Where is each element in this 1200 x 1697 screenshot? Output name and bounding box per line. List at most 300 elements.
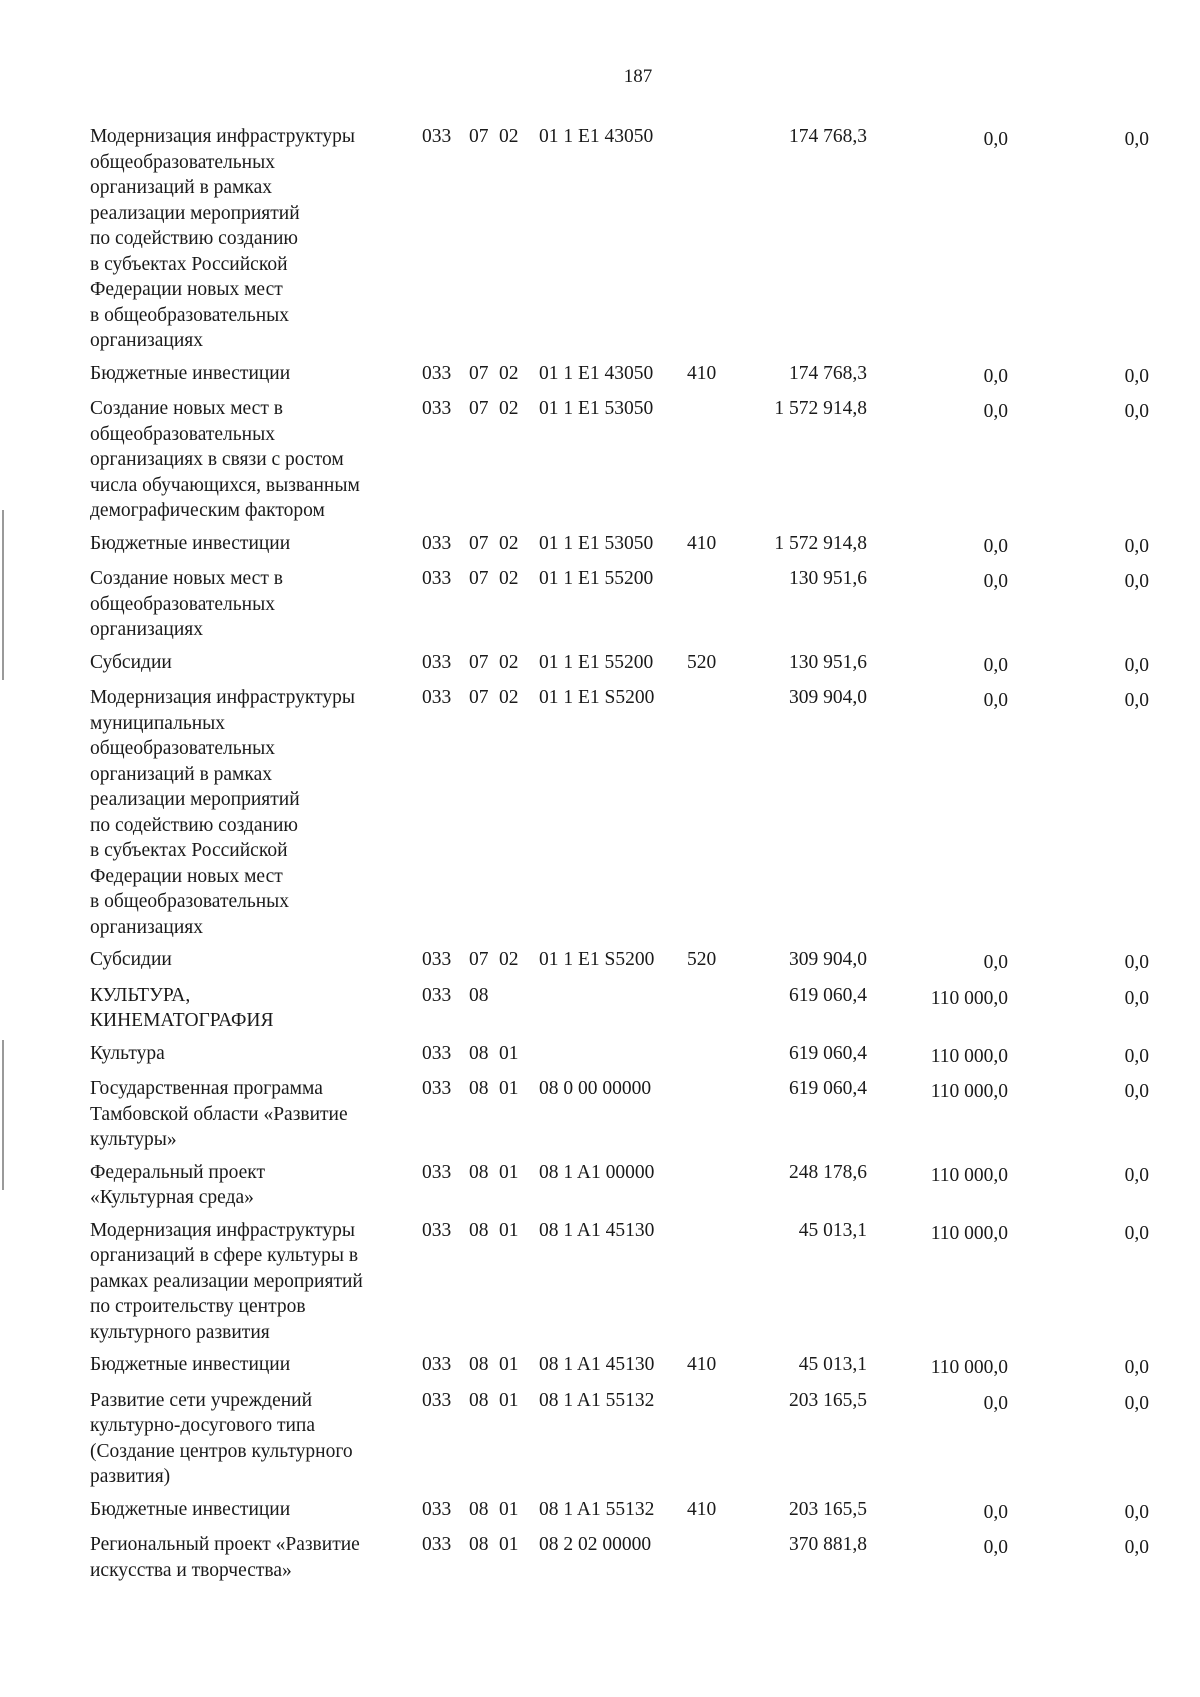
amount-year3-cell (1008, 685, 1149, 947)
expense-type-cell (687, 124, 727, 361)
section-code-cell (469, 566, 499, 650)
subsection-code-cell (499, 566, 539, 650)
amount-year2-text: 110 000,0 (930, 1222, 1008, 1244)
section-code-cell (469, 1388, 499, 1497)
ministry-code-text: 033 (422, 687, 452, 708)
amount-year2-text: 110 000,0 (930, 987, 1008, 1009)
amount-year3-text: 0,0 (1124, 365, 1149, 387)
target-article-cell (539, 566, 687, 650)
section-code-cell (469, 685, 499, 947)
section-code-text: 08 (469, 1498, 489, 1520)
amount-year1-text: 45 013,1 (798, 1354, 867, 1375)
ministry-code-cell (422, 650, 469, 686)
expense-type-cell (687, 1388, 727, 1497)
subsection-code-text: 02 (499, 949, 519, 970)
amount-year2-text: 110 000,0 (930, 1081, 1008, 1102)
ministry-code-cell (422, 685, 469, 947)
target-article-text: 08 1 A1 45130 (539, 1219, 655, 1241)
ministry-code-cell (422, 1352, 469, 1388)
subsection-code-text: 02 (499, 687, 519, 708)
amount-year1-cell (727, 1497, 867, 1533)
amount-year3-cell (1008, 566, 1149, 650)
subsection-code-text: 02 (499, 651, 519, 673)
row-name-cell (90, 566, 422, 650)
row-name-text: Развитие сети учреждений культурно-досугового типа (Создание центров культурного развития) (90, 1389, 353, 1487)
section-code-cell (469, 1532, 499, 1590)
section-code-cell (469, 531, 499, 567)
amount-year1-cell (727, 124, 867, 361)
expense-type-text: 410 (687, 362, 717, 384)
row-name-cell (90, 1160, 422, 1218)
amount-year1-text: 309 904,0 (789, 949, 867, 970)
subsection-code-cell (499, 983, 539, 1041)
section-code-text: 07 (469, 126, 489, 147)
ministry-code-cell (422, 1388, 469, 1497)
amount-year2-text: 0,0 (983, 401, 1008, 422)
subsection-code-cell (499, 685, 539, 947)
target-article-text: 01 1 E1 43050 (539, 362, 654, 384)
expense-type-text: 410 (687, 1498, 717, 1520)
row-name-cell (90, 1497, 422, 1533)
subsection-code-cell (499, 1041, 539, 1077)
amount-year3-text: 0,0 (1124, 129, 1149, 150)
amount-year2-cell (867, 1532, 1008, 1590)
row-name-cell (90, 396, 422, 531)
amount-year1-cell (727, 1218, 867, 1353)
section-code-cell (469, 650, 499, 686)
expense-type-text: 520 (687, 651, 717, 673)
amount-year3-cell (1008, 1388, 1149, 1497)
amount-year2-text: 0,0 (983, 1501, 1008, 1523)
subsection-code-cell (499, 650, 539, 686)
amount-year2-text: 0,0 (983, 654, 1008, 676)
subsection-code-text: 02 (499, 126, 519, 147)
amount-year3-text: 0,0 (1124, 1357, 1149, 1378)
amount-year1-cell (727, 1388, 867, 1497)
target-article-text: 08 2 02 00000 (539, 1534, 652, 1555)
amount-year2-text: 110 000,0 (930, 1164, 1008, 1186)
ministry-code-cell (422, 396, 469, 531)
amount-year2-cell (867, 947, 1008, 983)
subsection-code-cell (499, 361, 539, 397)
ministry-code-text: 033 (422, 984, 452, 1006)
subsection-code-text: 01 (499, 1161, 519, 1183)
amount-year3-text: 0,0 (1124, 1501, 1149, 1523)
section-code-cell (469, 124, 499, 361)
subsection-code-text: 02 (499, 532, 519, 554)
row-name-cell (90, 1076, 422, 1160)
target-article-text: 01 1 E1 S5200 (539, 687, 655, 708)
amount-year1-text: 1 572 914,8 (774, 398, 867, 419)
amount-year3-text: 0,0 (1124, 1081, 1149, 1102)
amount-year1-cell (727, 1352, 867, 1388)
amount-year2-cell (867, 1218, 1008, 1353)
table-row (90, 1160, 1149, 1218)
table-row (90, 1497, 1149, 1533)
amount-year3-text: 0,0 (1124, 1392, 1149, 1414)
expense-type-cell (687, 566, 727, 650)
row-name-text: Бюджетные инвестиции (90, 1354, 291, 1375)
expense-type-cell (687, 1218, 727, 1353)
target-article-text: 08 1 A1 00000 (539, 1161, 655, 1183)
amount-year1-text: 45 013,1 (798, 1219, 867, 1241)
ministry-code-text: 033 (422, 362, 452, 384)
target-article-text: 01 1 E1 S5200 (539, 949, 655, 970)
table-row (90, 1532, 1149, 1590)
table-body (90, 124, 1149, 1590)
row-name-cell (90, 685, 422, 947)
expense-type-cell (687, 1352, 727, 1388)
amount-year3-text: 0,0 (1124, 1222, 1149, 1244)
target-article-cell (539, 1497, 687, 1533)
page-number: 187 (623, 66, 653, 87)
section-code-text: 08 (469, 1354, 489, 1375)
amount-year2-cell (867, 1041, 1008, 1077)
ministry-code-text: 033 (422, 1219, 452, 1241)
table-row (90, 947, 1149, 983)
subsection-code-cell (499, 1218, 539, 1353)
amount-year1-text: 619 060,4 (789, 984, 867, 1006)
amount-year2-cell (867, 566, 1008, 650)
amount-year2-text: 0,0 (983, 690, 1008, 711)
amount-year1-cell (727, 396, 867, 531)
table-row (90, 531, 1149, 567)
amount-year1-text: 1 572 914,8 (774, 532, 867, 554)
amount-year3-text: 0,0 (1124, 401, 1149, 422)
section-code-text: 08 (469, 1078, 489, 1099)
amount-year2-cell (867, 124, 1008, 361)
table-row (90, 983, 1149, 1041)
amount-year2-cell (867, 685, 1008, 947)
amount-year2-cell (867, 1388, 1008, 1497)
target-article-cell (539, 650, 687, 686)
amount-year1-text: 203 165,5 (789, 1389, 867, 1411)
ministry-code-cell (422, 1076, 469, 1160)
row-name-text: Федеральный проект «Культурная среда» (90, 1161, 265, 1208)
ministry-code-cell (422, 1497, 469, 1533)
subsection-code-text: 02 (499, 568, 519, 589)
table-row (90, 1076, 1149, 1160)
amount-year1-text: 203 165,5 (789, 1498, 867, 1520)
amount-year3-cell (1008, 1497, 1149, 1533)
target-article-cell (539, 361, 687, 397)
amount-year2-text: 110 000,0 (930, 1357, 1008, 1378)
section-code-cell (469, 1041, 499, 1077)
amount-year1-cell (727, 983, 867, 1041)
ministry-code-cell (422, 361, 469, 397)
amount-year2-cell (867, 983, 1008, 1041)
amount-year1-text: 174 768,3 (789, 126, 867, 147)
ministry-code-text: 033 (422, 1161, 452, 1183)
amount-year3-text: 0,0 (1124, 654, 1149, 676)
row-name-cell (90, 983, 422, 1041)
ministry-code-cell (422, 1041, 469, 1077)
amount-year1-text: 248 178,6 (789, 1161, 867, 1183)
amount-year3-cell (1008, 531, 1149, 567)
amount-year2-cell (867, 1352, 1008, 1388)
ministry-code-text: 033 (422, 568, 452, 589)
ministry-code-text: 033 (422, 1078, 452, 1099)
row-name-text: КУЛЬТУРА, КИНЕМАТОГРАФИЯ (90, 984, 274, 1031)
subsection-code-text: 01 (499, 1219, 519, 1241)
amount-year2-cell (867, 1076, 1008, 1160)
row-name-text: Государственная программа Тамбовской области «Развитие культуры» (90, 1078, 348, 1150)
expense-type-cell (687, 1532, 727, 1590)
amount-year1-text: 130 951,6 (789, 651, 867, 673)
row-name-cell (90, 1218, 422, 1353)
amount-year1-cell (727, 650, 867, 686)
amount-year3-cell (1008, 124, 1149, 361)
ministry-code-text: 033 (422, 532, 452, 554)
scan-edge-mark (2, 510, 4, 680)
expense-type-cell (687, 650, 727, 686)
section-code-text: 08 (469, 1534, 489, 1555)
subsection-code-cell (499, 1388, 539, 1497)
target-article-cell (539, 531, 687, 567)
table-row (90, 685, 1149, 947)
target-article-text: 08 1 A1 55132 (539, 1498, 655, 1520)
ministry-code-cell (422, 1532, 469, 1590)
expense-type-cell (687, 1076, 727, 1160)
amount-year3-cell (1008, 1076, 1149, 1160)
expense-type-text: 520 (687, 949, 717, 970)
ministry-code-cell (422, 124, 469, 361)
amount-year2-cell (867, 361, 1008, 397)
table-row (90, 1352, 1149, 1388)
section-code-text: 07 (469, 398, 489, 419)
target-article-cell (539, 685, 687, 947)
ministry-code-text: 033 (422, 1354, 452, 1375)
row-name-text: Создание новых мест в общеобразовательных организациях в связи с ростом числа обучающихся, вызванным демографическим фактором (90, 398, 360, 521)
ministry-code-cell (422, 983, 469, 1041)
amount-year2-cell (867, 531, 1008, 567)
ministry-code-cell (422, 566, 469, 650)
row-name-cell (90, 1352, 422, 1388)
row-name-text: Субсидии (90, 651, 172, 673)
subsection-code-cell (499, 531, 539, 567)
row-name-cell (90, 531, 422, 567)
row-name-text: Культура (90, 1042, 165, 1064)
row-name-cell (90, 124, 422, 361)
subsection-code-text: 01 (499, 1389, 519, 1411)
row-name-text: Бюджетные инвестиции (90, 362, 291, 384)
subsection-code-cell (499, 1076, 539, 1160)
section-code-text: 08 (469, 1219, 489, 1241)
target-article-text: 08 0 00 00000 (539, 1078, 652, 1099)
amount-year2-cell (867, 650, 1008, 686)
amount-year3-text: 0,0 (1124, 1537, 1149, 1558)
expense-type-cell (687, 1497, 727, 1533)
amount-year2-text: 0,0 (983, 952, 1008, 973)
row-name-cell (90, 947, 422, 983)
amount-year1-text: 370 881,8 (789, 1534, 867, 1555)
amount-year3-cell (1008, 361, 1149, 397)
expense-type-cell (687, 983, 727, 1041)
amount-year3-text: 0,0 (1124, 571, 1149, 592)
amount-year2-text: 0,0 (983, 365, 1008, 387)
table-row (90, 396, 1149, 531)
table-row (90, 1388, 1149, 1497)
amount-year1-cell (727, 1160, 867, 1218)
row-name-text: Региональный проект «Развитие искусства и творчества» (90, 1534, 360, 1581)
amount-year2-cell (867, 1160, 1008, 1218)
row-name-text: Бюджетные инвестиции (90, 532, 291, 554)
amount-year3-cell (1008, 1352, 1149, 1388)
section-code-text: 08 (469, 1042, 489, 1064)
amount-year3-cell (1008, 947, 1149, 983)
amount-year1-cell (727, 947, 867, 983)
row-name-text: Создание новых мест в общеобразовательных организациях (90, 568, 283, 640)
budget-table (90, 124, 1149, 1590)
amount-year3-cell (1008, 396, 1149, 531)
amount-year1-cell (727, 531, 867, 567)
ministry-code-text: 033 (422, 126, 452, 147)
target-article-text: 08 1 A1 45130 (539, 1354, 655, 1375)
target-article-cell (539, 947, 687, 983)
row-name-text: Модернизация инфраструктуры муниципальных общеобразовательных организаций в рамках реализации мероприятий по содействию созданию в субъектах Российской Федерации новых мест в общеобразовательных организациях (90, 687, 355, 938)
amount-year1-cell (727, 1076, 867, 1160)
subsection-code-cell (499, 396, 539, 531)
target-article-text: 01 1 E1 53050 (539, 398, 654, 419)
expense-type-cell (687, 1160, 727, 1218)
subsection-code-text: 02 (499, 398, 519, 419)
subsection-code-text: 02 (499, 362, 519, 384)
target-article-cell (539, 1388, 687, 1497)
section-code-text: 07 (469, 532, 489, 554)
section-code-text: 07 (469, 362, 489, 384)
subsection-code-text: 01 (499, 1354, 519, 1375)
section-code-text: 07 (469, 568, 489, 589)
row-name-cell (90, 1388, 422, 1497)
amount-year1-text: 619 060,4 (789, 1042, 867, 1064)
amount-year3-text: 0,0 (1124, 535, 1149, 557)
section-code-text: 08 (469, 1161, 489, 1183)
target-article-cell (539, 1076, 687, 1160)
amount-year3-cell (1008, 650, 1149, 686)
subsection-code-text: 01 (499, 1042, 519, 1064)
expense-type-cell (687, 1041, 727, 1077)
target-article-cell (539, 1352, 687, 1388)
amount-year3-text: 0,0 (1124, 987, 1149, 1009)
section-code-cell (469, 1076, 499, 1160)
section-code-cell (469, 361, 499, 397)
section-code-cell (469, 1160, 499, 1218)
target-article-cell (539, 1532, 687, 1590)
ministry-code-text: 033 (422, 398, 452, 419)
row-name-cell (90, 650, 422, 686)
amount-year3-text: 0,0 (1124, 1164, 1149, 1186)
ministry-code-cell (422, 531, 469, 567)
amount-year2-text: 0,0 (983, 129, 1008, 150)
section-code-cell (469, 396, 499, 531)
subsection-code-cell (499, 124, 539, 361)
row-name-text: Модернизация инфраструктуры общеобразовательных организаций в рамках реализации мероприятий по содействию созданию в субъектах Российской Федерации новых мест в общеобразовательных организациях (90, 126, 355, 351)
target-article-cell (539, 396, 687, 531)
ministry-code-cell (422, 1160, 469, 1218)
target-article-text: 01 1 E1 53050 (539, 532, 654, 554)
subsection-code-cell (499, 1160, 539, 1218)
target-article-cell (539, 983, 687, 1041)
table-row (90, 361, 1149, 397)
amount-year1-cell (727, 1041, 867, 1077)
amount-year3-cell (1008, 1160, 1149, 1218)
table-row (90, 566, 1149, 650)
amount-year3-text: 0,0 (1124, 1045, 1149, 1067)
section-code-cell (469, 1497, 499, 1533)
amount-year3-text: 0,0 (1124, 690, 1149, 711)
ministry-code-cell (422, 947, 469, 983)
amount-year1-text: 130 951,6 (789, 568, 867, 589)
target-article-cell (539, 1160, 687, 1218)
amount-year2-text: 0,0 (983, 535, 1008, 557)
amount-year2-cell (867, 1497, 1008, 1533)
row-name-text: Бюджетные инвестиции (90, 1498, 291, 1520)
section-code-text: 07 (469, 687, 489, 708)
amount-year1-cell (727, 1532, 867, 1590)
target-article-cell (539, 1041, 687, 1077)
ministry-code-text: 033 (422, 949, 452, 970)
amount-year2-cell (867, 396, 1008, 531)
subsection-code-text: 01 (499, 1498, 519, 1520)
amount-year3-cell (1008, 1041, 1149, 1077)
section-code-cell (469, 983, 499, 1041)
row-name-cell (90, 361, 422, 397)
amount-year1-text: 619 060,4 (789, 1078, 867, 1099)
amount-year3-cell (1008, 1532, 1149, 1590)
amount-year1-cell (727, 361, 867, 397)
expense-type-cell (687, 396, 727, 531)
section-code-text: 08 (469, 984, 489, 1006)
amount-year1-text: 309 904,0 (789, 687, 867, 708)
expense-type-cell (687, 361, 727, 397)
subsection-code-text: 01 (499, 1534, 519, 1555)
amount-year3-cell (1008, 983, 1149, 1041)
expense-type-text: 410 (687, 1354, 717, 1375)
expense-type-cell (687, 947, 727, 983)
subsection-code-cell (499, 1352, 539, 1388)
ministry-code-text: 033 (422, 651, 452, 673)
subsection-code-cell (499, 1497, 539, 1533)
ministry-code-text: 033 (422, 1498, 452, 1520)
amount-year2-text: 0,0 (983, 1537, 1008, 1558)
section-code-cell (469, 1352, 499, 1388)
target-article-text: 01 1 E1 43050 (539, 126, 654, 147)
expense-type-cell (687, 531, 727, 567)
subsection-code-text: 01 (499, 1078, 519, 1099)
expense-type-cell (687, 685, 727, 947)
subsection-code-cell (499, 1532, 539, 1590)
scan-edge-mark (2, 1040, 4, 1190)
ministry-code-text: 033 (422, 1389, 452, 1411)
target-article-text: 08 1 A1 55132 (539, 1389, 655, 1411)
row-name-text: Субсидии (90, 949, 172, 970)
amount-year2-text: 110 000,0 (930, 1045, 1008, 1067)
ministry-code-cell (422, 1218, 469, 1353)
amount-year3-text: 0,0 (1124, 952, 1149, 973)
row-name-text: Модернизация инфраструктуры организаций в сфере культуры в рамках реализации мероприятий по строительству центров культурного развития (90, 1219, 363, 1343)
ministry-code-text: 033 (422, 1042, 452, 1064)
subsection-code-cell (499, 947, 539, 983)
table-row (90, 1041, 1149, 1077)
section-code-text: 08 (469, 1389, 489, 1411)
section-code-text: 07 (469, 949, 489, 970)
row-name-cell (90, 1041, 422, 1077)
amount-year3-cell (1008, 1218, 1149, 1353)
target-article-text: 01 1 E1 55200 (539, 568, 654, 589)
amount-year1-cell (727, 566, 867, 650)
section-code-text: 07 (469, 651, 489, 673)
expense-type-text: 410 (687, 532, 717, 554)
